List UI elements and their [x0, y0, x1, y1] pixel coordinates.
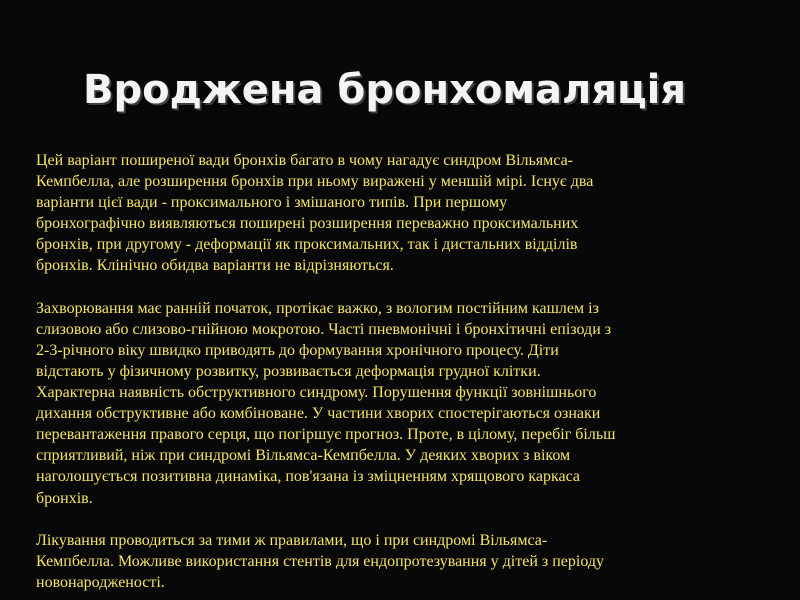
slide-title: Вроджена бронхомаляція — [83, 67, 687, 113]
paragraph-description: Цей варіант поширеної вади бронхів багато в чому нагадує синдром Вільямса- Кемпбелла, але розширення бронхів при ньому виражені у меншій мірі. Існує два варіанти цієї вади - проксимального і змішаного типів. При першому бронхографічно виявляються поширені розширення переважно проксимальних бронхів, при другому - деформації як проксимальних, так і дистальних відділів бронхів. Клінічно обидва варіанти не відрізняються. — [36, 152, 594, 275]
paragraph-treatment: Лікування проводиться за тими ж правилами, що і при синдромі Вільямса- Кемпбелла. Можливе використання стентів для ендопротезування у дітей з періоду новонародженості. — [36, 531, 605, 591]
paragraph-clinical-course: Захворювання має ранній початок, протікає важко, з вологим постійним кашлем із слизовою або слизово-гнійною мокротою. Часті пневмонічні і бронхітичні епізоди з 2-3-річного віку швидко приводять до формування хронічного процесу. Діти відстають у фізичному розвитку, розвивається деформація грудної клітки. Характерна наявність обструктивного синдрому. Порушення функції зовнішнього дихання обструктивне або комбіноване. У частини хворих спостерігаються ознаки перевантаження правого серця, що погіршує прогноз. Проте, в цілому, перебіг більш сприятливий, ніж при синдромі Вільямса-Кемпбелла. У деяких хворих з віком наголошується позитивна динаміка, пов'язана із зміцненням хрящового каркаса бронхів. — [36, 299, 616, 507]
slide-body — [36, 150, 776, 593]
